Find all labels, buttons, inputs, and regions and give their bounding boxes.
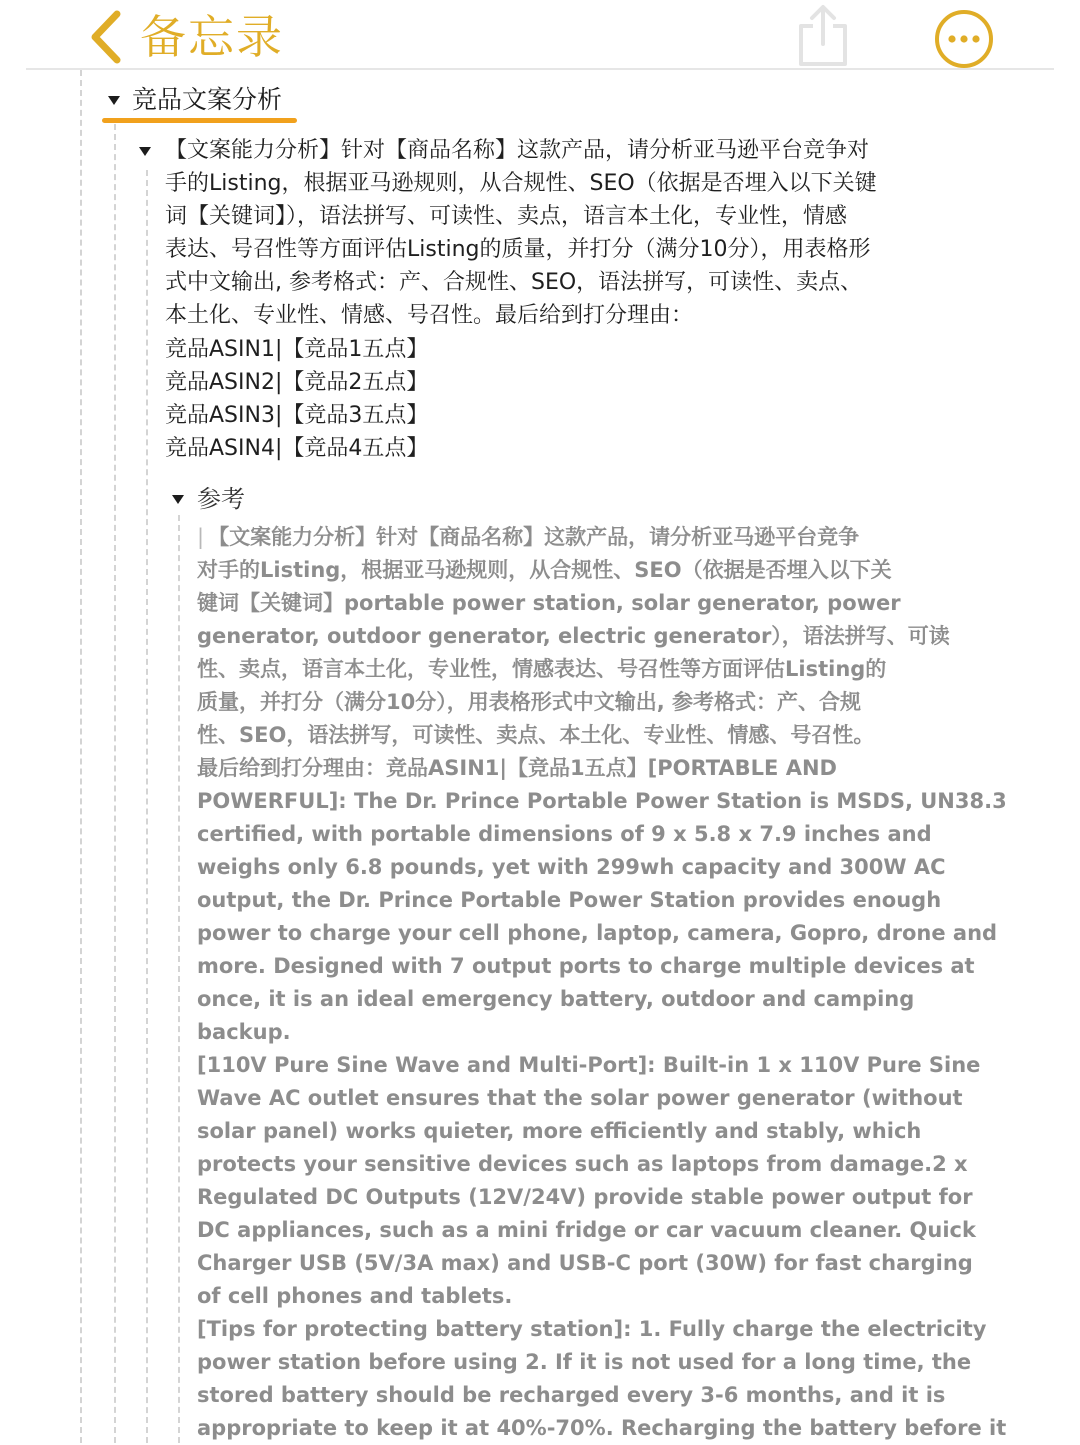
reference-line: certified, with portable dimensions of 9 x 5.8 x 7.9 inches and [197,822,932,846]
reference-line: solar panel) works quieter, more efficiently and stably, which [197,1119,922,1143]
prompt-line: 本土化、专业性、情感、号召性。最后给到打分理由： [165,303,694,328]
asin-list[interactable] [165,333,428,465]
reference-line: Wave AC outlet ensures that the solar power generator (without [197,1086,963,1110]
share-button[interactable] [796,2,850,68]
chevron-left-icon [88,9,122,65]
reference-line: of cell phones and tablets. [197,1284,513,1308]
reference-line: backup. [197,1020,291,1044]
more-options-icon [934,54,994,73]
section-title[interactable]: 竞品文案分析 [132,85,283,114]
reference-title[interactable]: 参考 [197,485,245,513]
reference-line: protects your sensitive devices such as laptops from damage.2 x [197,1152,968,1176]
outline-guide-level-1 [114,124,116,1443]
reference-line: appropriate to keep it at 40%-70%. Recharging the battery before it [197,1416,1007,1440]
outline-guide-level-3 [178,515,180,1443]
reference-line: once, it is an ideal emergency battery, outdoor and camping [197,987,915,1011]
reference-line: POWERFUL]: The Dr. Prince Portable Power Station is MSDS, UN38.3 [197,789,1007,813]
asin-line: 竞品ASIN4|【竞品4五点】 [165,436,429,461]
collapse-toggle-icon[interactable] [108,96,120,105]
asin-line: 竞品ASIN1|【竞品1五点】 [165,337,429,362]
outline-guide-level-2 [146,170,148,1443]
outline-guide-level-0 [80,70,82,1443]
prompt-line: 式中文输出, 参考格式：产、合规性、SEO，语法拼写，可读性、卖点、 [165,270,863,295]
reference-line: output, the Dr. Prince Portable Power Station provides enough [197,888,942,912]
reference-line: Regulated DC Outputs (12V/24V) provide stable power output for [197,1185,973,1209]
reference-line: 对手的Listing，根据亚马逊规则，从合规性、SEO（依据是否埋入以下关 [197,558,892,582]
reference-line: power station before using 2. If it is not used for a long time, the [197,1350,972,1374]
more-options-button[interactable] [934,9,994,69]
reference-line: DC appliances, such as a mini fridge or car vacuum cleaner. Quick [197,1218,976,1242]
reference-line: [Tips for protecting battery station]: 1. Fully charge the electricity [197,1317,987,1341]
reference-line: [110V Pure Sine Wave and Multi-Port]: Built-in 1 x 110V Pure Sine [197,1053,981,1077]
prompt-line: 词【关键词】），语法拼写、可读性、卖点，语言本土化，专业性，情感 [165,204,848,229]
prompt-line: 【文案能力分析】针对【商品名称】这款产品，请分析亚马逊平台竞争对 [165,138,870,163]
reference-line: Charger USB (5V/3A max) and USB-C port (30W) for fast charging [197,1251,973,1275]
prompt-text[interactable] [165,134,935,332]
reference-line: 性、SEO，语法拼写，可读性、卖点、本土化、专业性、情感、号召性。 [197,723,875,747]
asin-line: 竞品ASIN2|【竞品2五点】 [165,370,429,395]
prompt-line: 表达、号召性等方面评估Listing的质量，并打分（满分10分），用表格形 [165,237,871,262]
collapse-toggle-icon[interactable] [139,147,151,156]
reference-line: power to charge your cell phone, laptop, camera, Gopro, drone and [197,921,998,945]
collapse-toggle-icon[interactable] [172,495,184,504]
reference-line-text: 【文案能力分析】针对【商品名称】这款产品，请分析亚马逊平台竞争 [208,525,860,549]
highlight-underline [102,118,297,123]
reference-line [197,521,967,554]
back-button[interactable] [88,6,284,68]
reference-line: stored battery should be recharged every 3-6 months, and it is [197,1383,946,1407]
reference-line: 最后给到打分理由：竞品ASIN1|【竞品1五点】[PORTABLE AND [197,756,837,780]
reference-line: weighs only 6.8 pounds, yet with 299wh capacity and 300W AC [197,855,946,879]
prompt-line: 手的Listing，根据亚马逊规则，从合规性、SEO（依据是否埋入以下关键 [165,171,877,196]
reference-line: 性、卖点，语言本土化，专业性，情感表达、号召性等方面评估Listing的 [197,657,887,681]
navigation-bar [0,0,1080,70]
back-label: 备忘录 [140,10,284,64]
text-cursor: | [197,525,205,549]
reference-text[interactable] [197,521,1007,1445]
reference-line: generator, outdoor generator, electric generator），语法拼写、可读 [197,624,950,648]
nav-divider [26,68,1054,70]
reference-line: 质量，并打分（满分10分），用表格形式中文输出, 参考格式：产、合规 [197,690,862,714]
reference-line: 键词【关键词】portable power station, solar generator, power [197,591,901,615]
reference-line: more. Designed with 7 output ports to charge multiple devices at [197,954,975,978]
asin-line: 竞品ASIN3|【竞品3五点】 [165,403,429,428]
